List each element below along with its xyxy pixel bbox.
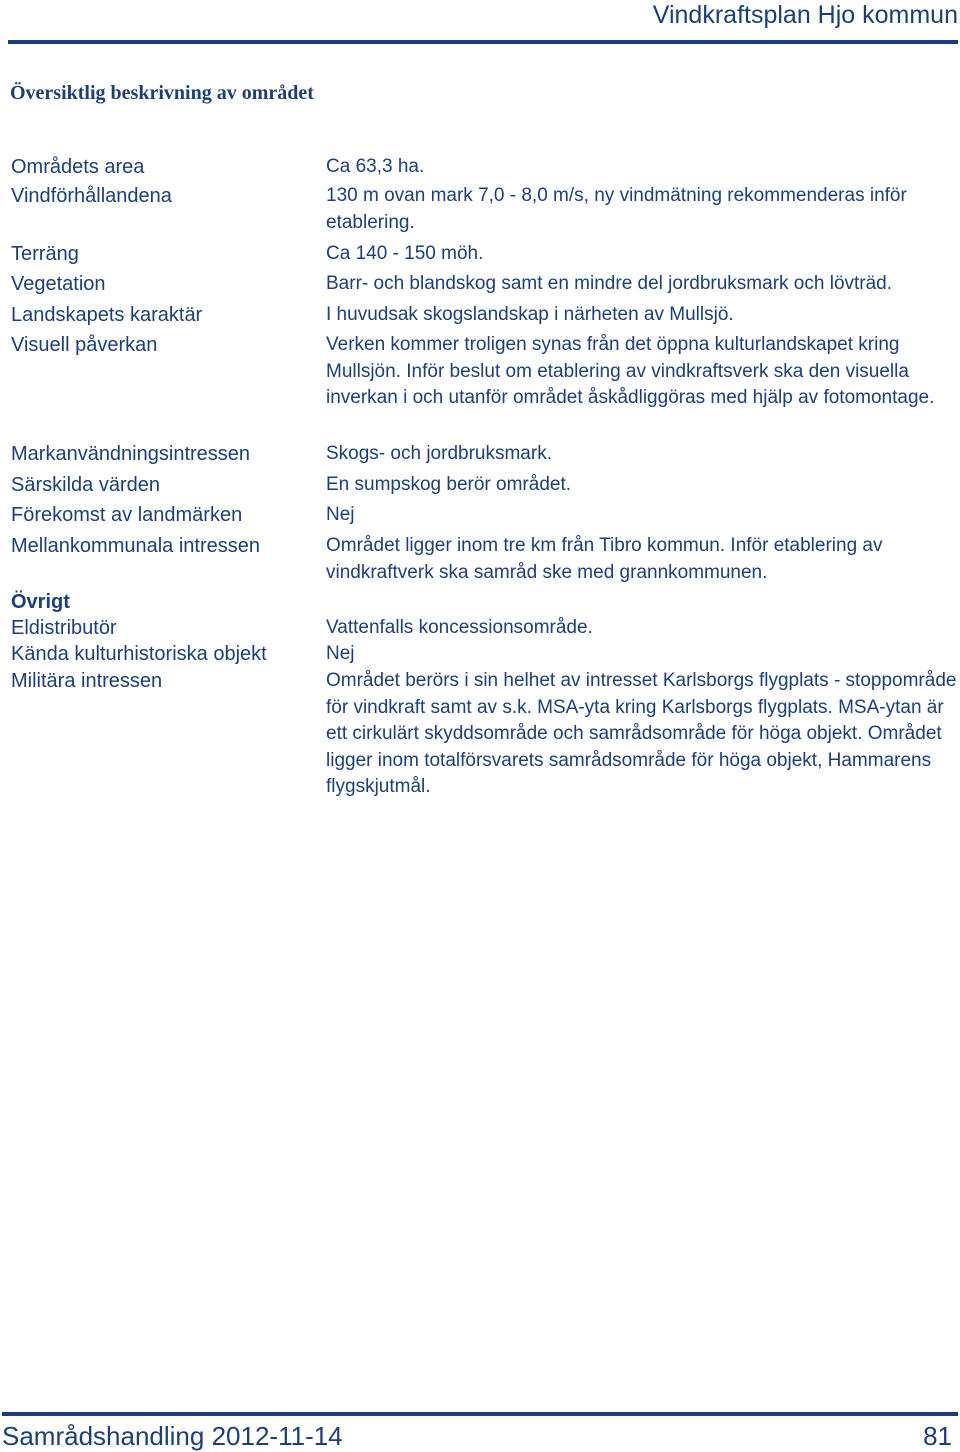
document-title: Vindkraftsplan Hjo kommun [652, 1, 958, 29]
row-label: Förekomst av landmärken [11, 504, 243, 526]
row-value: Vattenfalls koncessionsområde. [326, 617, 593, 638]
other-subheading: Övrigt [11, 591, 70, 613]
row-value: Området ligger inom tre km från Tibro kommun. Inför etablering av vindkraftverk ska samråd ske med grannkommunen. [326, 535, 883, 583]
footer-divider [2, 1412, 958, 1416]
row-value: Nej [326, 504, 355, 525]
row-value: Ca 63,3 ha. [326, 156, 425, 177]
row-value: Barr- och blandskog samt en mindre del jordbruksmark och lövträd. [326, 273, 893, 294]
row-label: Mellankommunala intressen [11, 535, 261, 557]
row-value: Nej [326, 643, 355, 664]
row-label: Vindförhållandena [11, 185, 172, 207]
row-value: I huvudsak skogslandskap i närheten av Mullsjö. [326, 304, 734, 325]
row-label: Militära intressen [11, 670, 163, 692]
row-label: Landskapets karaktär [11, 304, 203, 326]
row-value: Skogs- och jordbruksmark. [326, 443, 552, 464]
row-value: Verken kommer troligen synas från det öppna kulturlandskapet kring Mullsjön. Inför beslut om etablering av vindkraftsverk ska den visuella inverkan i och utanför området åskådliggöras med hjälp av fotomontage. [326, 334, 935, 408]
row-label: Eldistributör [11, 617, 117, 639]
row-value: Området berörs i sin helhet av intresset Karlsborgs flygplats - stoppområde för vindkraft samt av s.k. MSA-yta kring Karlsborgs flygplats. MSA-ytan är ett cirkulärt skyddsområde och samrådsområde för höga objekt. Området ligger inom totalförsvarets samrådsområde för höga objekt, Hammarens flygskjutmål. [326, 670, 957, 797]
row-label: Terräng [11, 243, 79, 265]
row-label: Vegetation [11, 273, 106, 295]
section-heading: Översiktlig beskrivning av området [10, 82, 314, 104]
footer-document-label: Samrådshandling 2012-11-14 [2, 1421, 343, 1451]
row-label: Särskilda värden [11, 474, 160, 496]
row-value: Ca 140 - 150 möh. [326, 243, 484, 264]
row-label: Områdets area [11, 156, 145, 178]
row-value: En sumpskog berör området. [326, 474, 572, 495]
page-number: 81 [923, 1421, 952, 1451]
row-label: Visuell påverkan [11, 334, 158, 356]
row-label: Markanvändningsintressen [11, 443, 251, 465]
row-label: Kända kulturhistoriska objekt [11, 643, 267, 665]
header-divider [8, 40, 958, 44]
row-value: 130 m ovan mark 7,0 - 8,0 m/s, ny vindmätning rekommenderas inför etablering. [326, 185, 907, 233]
